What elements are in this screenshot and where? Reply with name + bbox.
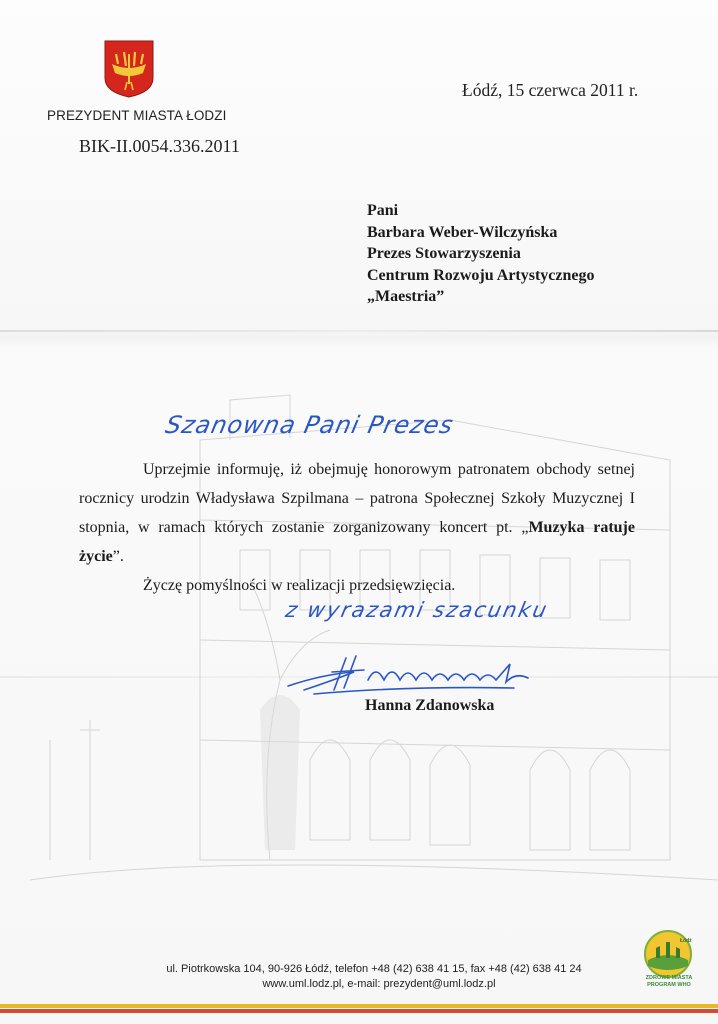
who-logo-line: PROGRAM WHO <box>647 981 691 988</box>
handwritten-signature <box>284 650 534 698</box>
letter-body <box>79 455 635 600</box>
footer-stripe-yellow <box>0 1004 718 1008</box>
letterhead-footer <box>0 962 718 992</box>
who-logo-caption <box>630 975 708 988</box>
reference-number: BIK-II.0054.336.2011 <box>79 136 240 156</box>
footer-stripe-red <box>0 1009 718 1013</box>
handwritten-salutation: Szanowna Pani Prezes <box>163 411 457 439</box>
paper-fold-line <box>0 330 718 332</box>
footer-web-email: www.uml.lodz.pl, e-mail: prezydent@uml.lodz.pl <box>262 978 496 990</box>
recipient-line: Prezes Stowarzyszenia <box>367 245 521 262</box>
letter-date: Łódź, 15 czerwca 2011 r. <box>462 80 639 100</box>
recipient-block <box>367 200 595 308</box>
concert-title: Muzyka ratuje życie <box>79 519 635 565</box>
recipient-line: Barbara Weber-Wilczyńska <box>367 223 558 241</box>
who-logo-line: ZDROWE MIASTA <box>645 975 693 981</box>
body-paragraph <box>79 455 635 571</box>
handwritten-closing: z wyrazami szacunku <box>283 598 551 622</box>
who-logo-city: Łódź <box>680 938 692 944</box>
footer-address: ul. Piotrkowska 104, 90-926 Łódź, telefon +48 (42) 638 41 15, fax +48 (42) 638 41 24 <box>166 963 582 975</box>
paragraph-text: Uprzejmie informuję, iż obejmuję honorowym patronatem obchody setnej rocznicy urodzin Władysława Szpilmana – patrona Społecznej Szkoły Muzycznej I stopnia, w ramach których zostanie zorganizowany koncert pt. „ <box>79 461 635 536</box>
recipient-line: „Maestria” <box>367 288 445 305</box>
body-paragraph: Życzę pomyślności w realizacji przedsięwzięcia. <box>143 577 456 594</box>
recipient-line: Centrum Rozwoju Artystycznego <box>367 266 595 284</box>
issuer-name: PREZYDENT MIASTA ŁODZI <box>47 108 227 123</box>
recipient-line: Pani <box>367 202 399 219</box>
city-crest-logo <box>104 40 154 98</box>
paragraph-text: ”. <box>112 548 124 565</box>
signer-name: Hanna Zdanowska <box>365 697 495 714</box>
healthy-cities-who-logo <box>640 930 696 1000</box>
